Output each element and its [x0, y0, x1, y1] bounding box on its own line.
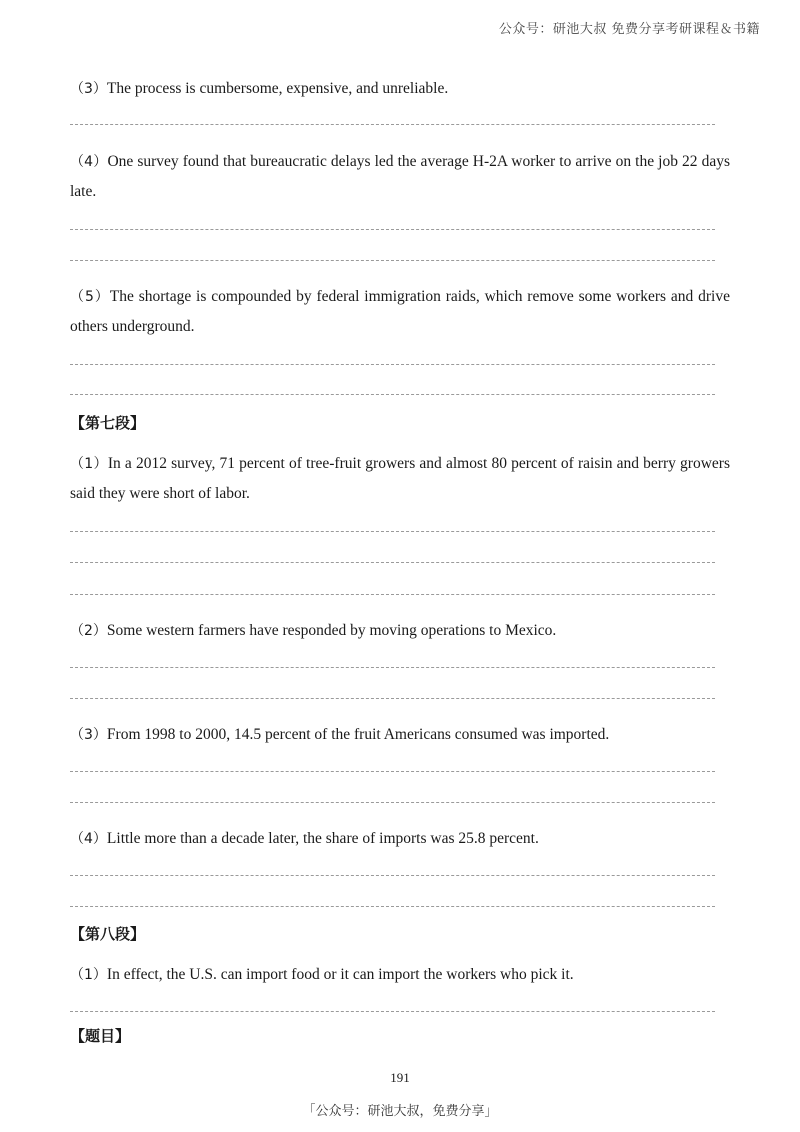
sentence-text: Some western farmers have responded by moving operations to Mexico. — [106, 622, 557, 639]
answer-line — [70, 124, 715, 125]
answer-line — [70, 364, 715, 365]
sentence-number: （4） — [70, 831, 107, 847]
sentence-number: （5） — [70, 289, 110, 305]
sentence-p7-1 — [70, 449, 730, 509]
answer-line — [70, 229, 715, 230]
answer-line — [70, 594, 715, 595]
section-title-p7: 【第七段】 — [70, 414, 146, 432]
answer-line — [70, 531, 715, 532]
sentence-number: （1） — [70, 456, 108, 472]
answer-line — [70, 562, 715, 563]
sentence-p6-4 — [70, 147, 730, 207]
answer-line — [70, 906, 715, 907]
sentence-text: From 1998 to 2000, 14.5 percent of the fruit Americans consumed was imported. — [106, 726, 610, 743]
sentence-text: Little more than a decade later, the share of imports was 25.8 percent. — [106, 830, 539, 847]
sentence-p6-3 — [70, 74, 730, 104]
answer-line — [70, 1011, 715, 1012]
answer-line — [70, 698, 715, 699]
page-number: 191 — [390, 1070, 410, 1085]
answer-line — [70, 802, 715, 803]
sentence-p7-2 — [70, 616, 730, 646]
sentence-number: （1） — [70, 967, 107, 983]
header-note: 公众号：研池大叔 免费分享考研课程＆书籍 — [498, 22, 760, 37]
sentence-text: In effect, the U.S. can import food or it can import the workers who pick it. — [106, 966, 574, 983]
answer-line — [70, 394, 715, 395]
sentence-p6-5 — [70, 282, 730, 342]
sentence-p7-3 — [70, 720, 730, 750]
footer-note: 「公众号：研池大叔，免费分享」 — [302, 1104, 498, 1119]
sentence-p7-4 — [70, 824, 730, 854]
sentence-number: （4） — [70, 154, 108, 170]
section-title-p8: 【第八段】 — [70, 925, 146, 943]
answer-line — [70, 260, 715, 261]
sentence-text: In a 2012 survey, 71 percent of tree-fruit growers and almost 80 percent of raisin and berry growers said they were short of labor. — [70, 455, 730, 502]
sentence-number: （2） — [70, 623, 107, 639]
sentence-number: （3） — [70, 81, 107, 97]
answer-line — [70, 771, 715, 772]
sentence-text: The shortage is compounded by federal immigration raids, which remove some workers and drive others underground. — [70, 288, 730, 335]
answer-line — [70, 667, 715, 668]
section-title-questions: 【题目】 — [70, 1027, 131, 1045]
sentence-p8-1 — [70, 960, 730, 990]
sentence-number: （3） — [70, 727, 107, 743]
sentence-text: One survey found that bureaucratic delays led the average H-2A worker to arrive on the job 22 days late. — [70, 153, 730, 200]
sentence-text: The process is cumbersome, expensive, and unreliable. — [106, 80, 449, 97]
answer-line — [70, 875, 715, 876]
